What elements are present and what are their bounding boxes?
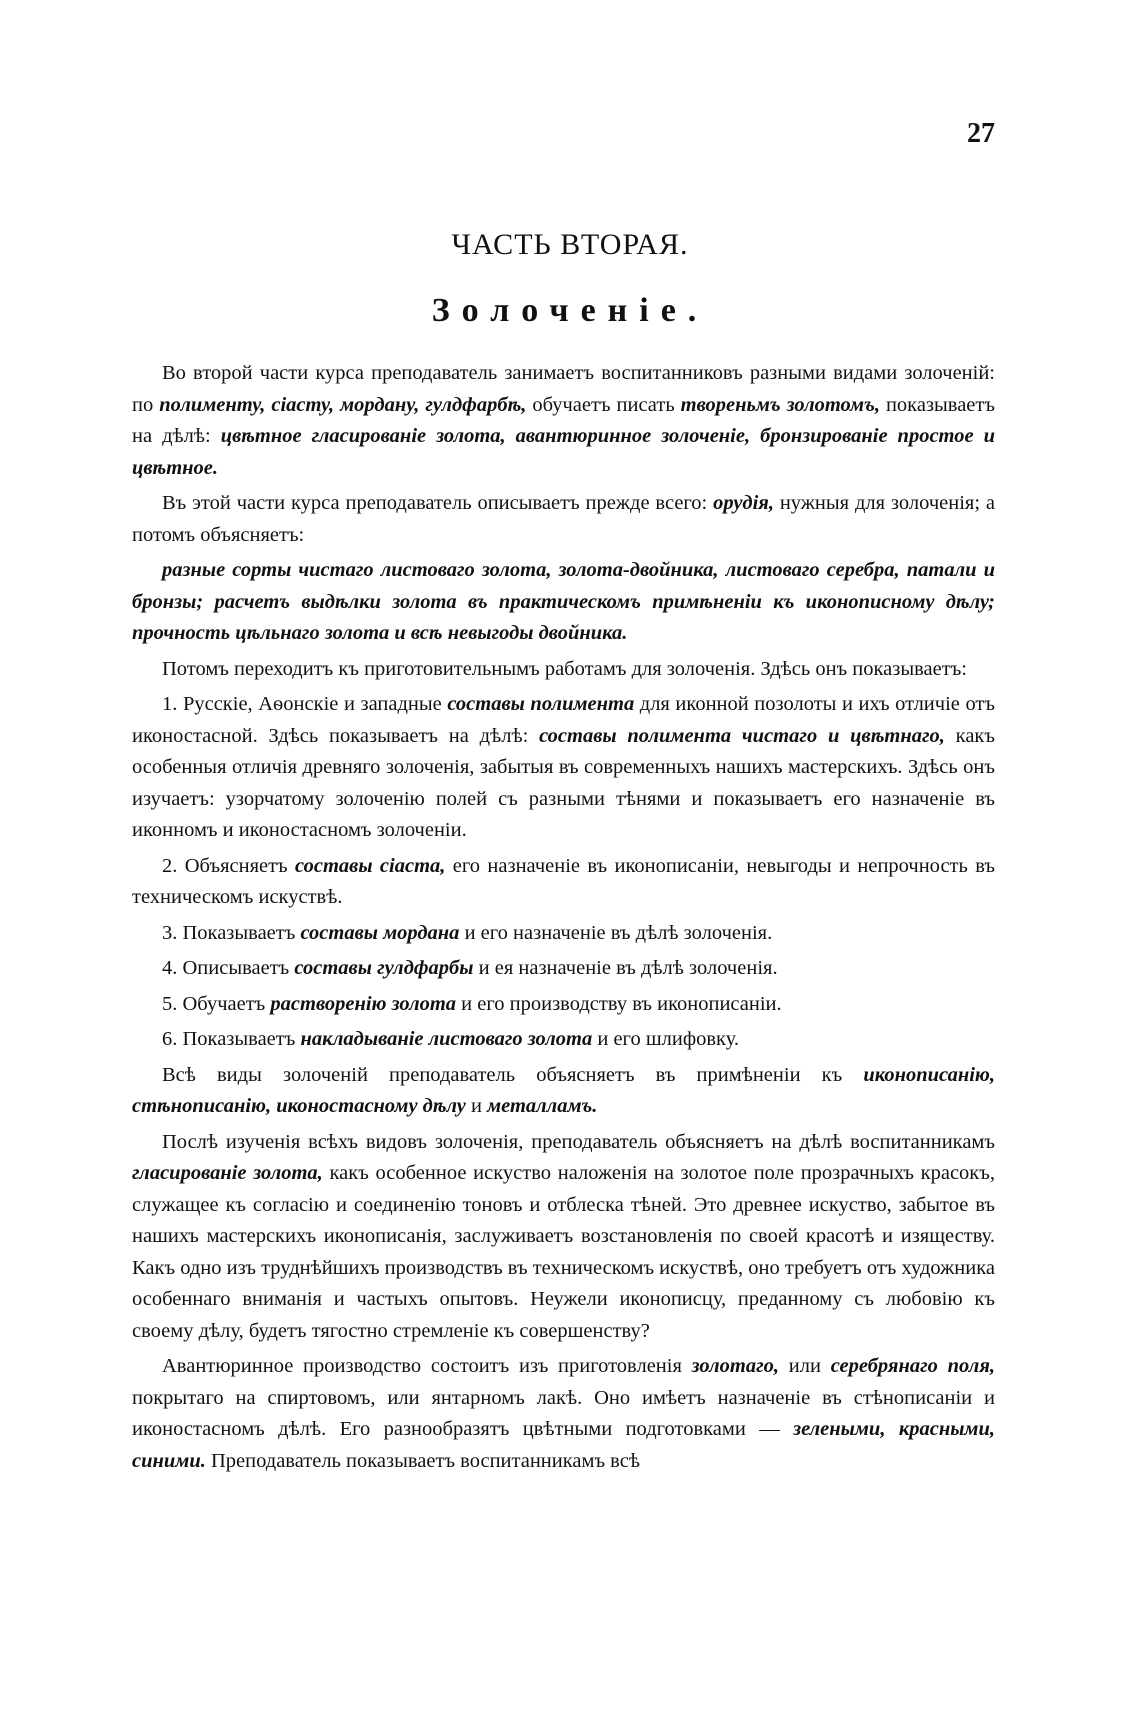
text-run: Во второй части курса преподаватель занимаетъ воспитанниковъ разными видами золоченій: по bbox=[132, 362, 995, 416]
text-run: Послѣ изученія всѣхъ видовъ золоченія, преподаватель объясняетъ на дѣлѣ воспитанникамъ bbox=[162, 1130, 995, 1153]
text-run: покрытаго на спиртовомъ, или янтарномъ лакѣ. Оно имѣетъ назначеніе въ стѣнописаніи и иконостасномъ дѣлѣ. Его разнообразятъ цвѣтными подготовками — bbox=[132, 1386, 995, 1440]
text-run: какъ особенное искуство наложенія на золотое поле прозрачныхъ красокъ, служащее къ согласію и соединенію тоновъ и отблеска тѣней. Это древнее искуство, забытое въ нашихъ мастерскихъ иконописанія, заслуживаетъ возстановленія по своей красотѣ и изяществу. Какъ одно изъ труднѣйшихъ производствъ въ техническомъ искуствѣ, оно требуетъ отъ художника особеннаго вниманія и частыхъ опытовъ. Неужели иконописцу, преданному съ любовію къ своему дѣлу, будетъ тягостно стремленіе къ совершенству? bbox=[132, 1162, 995, 1342]
text-run: Всѣ виды золоченій преподаватель объясняетъ въ примѣненіи къ bbox=[162, 1063, 864, 1086]
page-number: 27 bbox=[967, 118, 995, 149]
paragraph-4: Потомъ переходитъ къ приготовительнымъ работамъ для золоченія. Здѣсь онъ показываетъ: bbox=[162, 657, 967, 680]
italic-run: серебрянаго поля, bbox=[830, 1355, 996, 1377]
italic-run: составы полимента bbox=[447, 693, 635, 715]
italic-run: золотаго, bbox=[691, 1355, 780, 1377]
italic-run: составы сіаста, bbox=[295, 854, 446, 877]
text-run: и bbox=[465, 1095, 488, 1117]
text-run: 2. Объясняетъ bbox=[162, 854, 296, 877]
text-run: или bbox=[779, 1355, 831, 1377]
paragraph-5 bbox=[132, 1060, 995, 1123]
text-run: и его назначеніе въ дѣлѣ золоченія. bbox=[459, 921, 773, 944]
text-run: его назначеніе въ иконописаніи, невыгоды и непрочность въ техническомъ искуствѣ. bbox=[132, 854, 995, 908]
italic-run: металламъ. bbox=[487, 1095, 598, 1117]
text-run: для иконной позолоты и ихъ отличіе отъ иконостасной. Здѣсь показываетъ на дѣлѣ: bbox=[132, 693, 995, 747]
text-run: обучаетъ писать bbox=[526, 393, 681, 416]
text-run: и ея назначеніе въ дѣлѣ золоченія. bbox=[473, 957, 778, 979]
list-item-2 bbox=[132, 851, 995, 914]
paragraph-1 bbox=[132, 358, 995, 484]
italic-run: полименту, сіасту, мордану, гулдфарбѣ, bbox=[159, 393, 527, 416]
italic-run: иконописанію, стѣнописанію, иконостасному дѣлу bbox=[132, 1063, 995, 1117]
paragraph-3: разные сорты чистаго листоваго золота, золота-двойника, листоваго серебра, патали и бронзы; расчетъ выдѣлки золота въ практическомъ примѣненіи къ иконописному дѣлу; прочность цѣльнаго золота и всѣ невыгоды двойника. bbox=[132, 559, 995, 644]
text-run: 3. Показываетъ bbox=[162, 921, 301, 944]
text-run: Авантюринное производство состоитъ изъ приготовленія bbox=[162, 1355, 692, 1377]
italic-run: цвѣтное гласированіе золота, авантюринное золоченіе, бронзированіе простое и цвѣтное. bbox=[132, 425, 995, 479]
text-run: и его шлифовку. bbox=[592, 1028, 740, 1050]
text-run: показываетъ на дѣлѣ: bbox=[132, 393, 995, 447]
paragraph-2 bbox=[132, 488, 995, 551]
paragraph-6 bbox=[132, 1127, 995, 1348]
list-item-3 bbox=[132, 918, 995, 950]
italic-run: орудія, bbox=[713, 492, 774, 514]
list-item-5 bbox=[132, 989, 995, 1021]
italic-run: гласированіе золота, bbox=[132, 1162, 323, 1184]
text-run: 4. Описываетъ bbox=[162, 957, 295, 979]
italic-run: твореньмъ золотомъ, bbox=[680, 393, 880, 416]
list-item-1 bbox=[132, 689, 995, 847]
italic-run: составы полимента чистаго и цвѣтнаго, bbox=[539, 724, 945, 747]
text-run: 1. Русскіе, Аѳонскіе и западные bbox=[162, 693, 448, 715]
section-title: Золоченіе. bbox=[431, 292, 709, 329]
italic-run: зелеными, красными, синими. bbox=[132, 1418, 995, 1472]
italic-run: растворенію золота bbox=[270, 992, 457, 1015]
text-run: какъ особенныя отличія древняго золоченія, забытыя въ современныхъ нашихъ мастерскихъ. Здѣсь онъ изучаетъ: узорчатому золоченію полей съ разными тѣнями и показываетъ его назначеніе въ иконномъ и иконостасномъ золоченіи. bbox=[132, 724, 995, 841]
text-run: Преподаватель показываетъ воспитанникамъ всѣ bbox=[205, 1449, 640, 1472]
list-item-4 bbox=[132, 953, 995, 985]
list-item-6 bbox=[132, 1024, 995, 1056]
text-run: 6. Показываетъ bbox=[162, 1028, 301, 1050]
text-run: Въ этой части курса преподаватель описываетъ прежде всего: bbox=[162, 492, 714, 514]
text-run: нужныя для золоченія; а потомъ объясняетъ: bbox=[132, 492, 995, 546]
body-text bbox=[132, 358, 995, 1477]
text-run: 5. Обучаетъ bbox=[162, 992, 271, 1015]
italic-run: накладываніе листоваго золота bbox=[300, 1028, 593, 1050]
paragraph-7 bbox=[132, 1351, 995, 1477]
italic-run: составы мордана bbox=[300, 921, 460, 944]
italic-run: составы гулдфарбы bbox=[294, 957, 474, 979]
part-title: ЧАСТЬ ВТОРАЯ. bbox=[451, 228, 689, 261]
text-run: и его производству въ иконописаніи. bbox=[456, 992, 782, 1015]
